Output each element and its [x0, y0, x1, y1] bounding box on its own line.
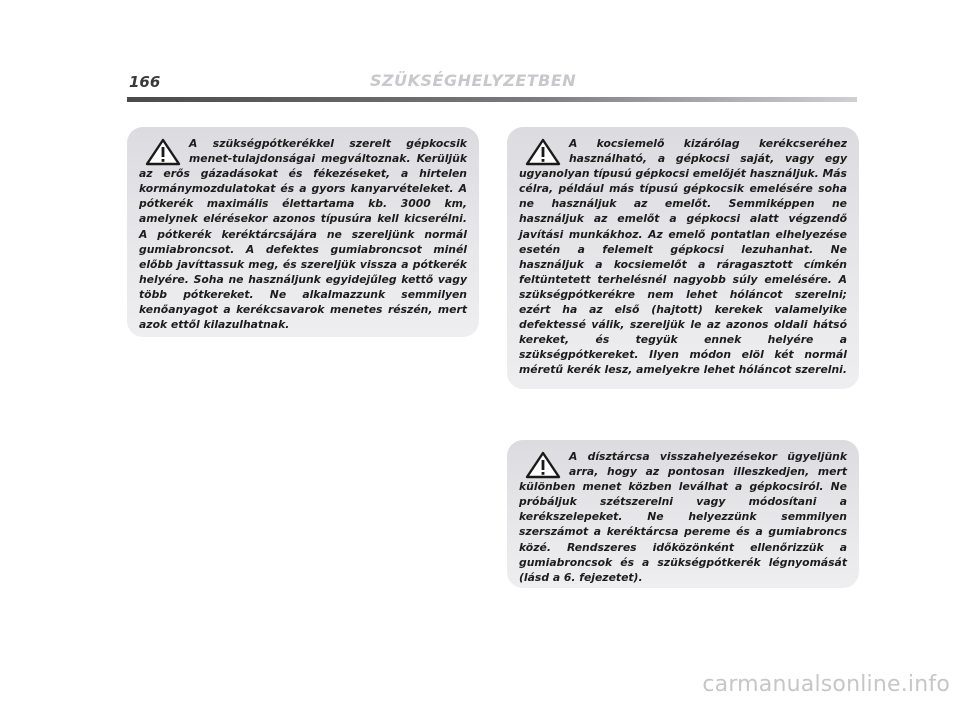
warning-triangle-icon — [525, 451, 561, 479]
warning-text: A szükségpótkerékkel szerelt gépkocsik menet-tulajdonságai megváltoznak. Kerüljük az erős gázadásokat és fékezéseket, a hirtelen kormánymozdulatokat és a gyors kanyarvételeket. A pótkerék maximális élettartama kb. 3000 km, amelynek elérésekor azonos típusúra kell kicserélni. A pótkerék keréktárcsájára ne szereljünk normál gumiabroncsot. A defektes gumiabroncsot minél előbb javíttassuk meg, és szereljük vissza a pótkerék helyére. Soha ne használjunk egyidejűleg kettő vagy több pótkereket. Ne alkalmazzunk semmilyen kenőanyagot a kerékcsavarok menetes részén, mert azok ettől kilazulhatnak. — [139, 137, 467, 332]
warning-box-hubcap — [507, 440, 859, 588]
warning-triangle-icon — [525, 138, 561, 166]
header-rule — [127, 97, 857, 102]
warning-box-jack — [507, 127, 859, 389]
page-number: 166 — [129, 73, 161, 91]
warning-box-spare-wheel — [127, 127, 479, 337]
warning-text: A dísztárcsa visszahelyezésekor ügyeljünk arra, hogy az pontosan illeszkedjen, mert különben menet közben leválhat a gépkocsiról. Ne próbáljuk szétszerelni vagy módosítani a kerékszelepeket. Ne helyezzünk semmilyen szerszámot a keréktárcsa pereme és a gumiabroncs közé. Rendszeres időközönként ellenőrizzük a gumiabroncsok és a szükségpótkerék légnyomását (lásd a 6. fejezetet). — [519, 450, 847, 584]
warning-triangle-icon — [145, 138, 181, 166]
section-title: SZÜKSÉGHELYZETBEN — [370, 71, 577, 90]
watermark: carmanualsonline.info — [702, 672, 950, 697]
warning-text: A kocsiemelő kizárólag kerékcseréhez használható, a gépkocsi saját, vagy egy ugyanolyan típusú gépkocsi emelőjét használjuk. Más célra, például más típusú gépkocsik emelésére soha ne használjuk az emelőt. Semmiképpen ne használjuk az emelőt a gépkocsi alatt végzendő javítási munkákhoz. Az emelő pontatlan elhelyezése esetén a felemelt gépkocsi lezuhanhat. Ne használjuk a kocsiemelőt a ráragasztott címkén feltüntetett terhelésnél nagyobb súly emelésére. A szükségpótkerékre nem lehet hóláncot szerelni; ezért ha az első (hajtott) kerekek valamelyike defektessé válik, szereljük le az azonos oldali hátsó kereket, és tegyük ennek helyére a szükségpótkereket. Ilyen módon elöl két normál méretű kerék lesz, amelyekre lehet hóláncot szerelni. — [519, 137, 847, 377]
